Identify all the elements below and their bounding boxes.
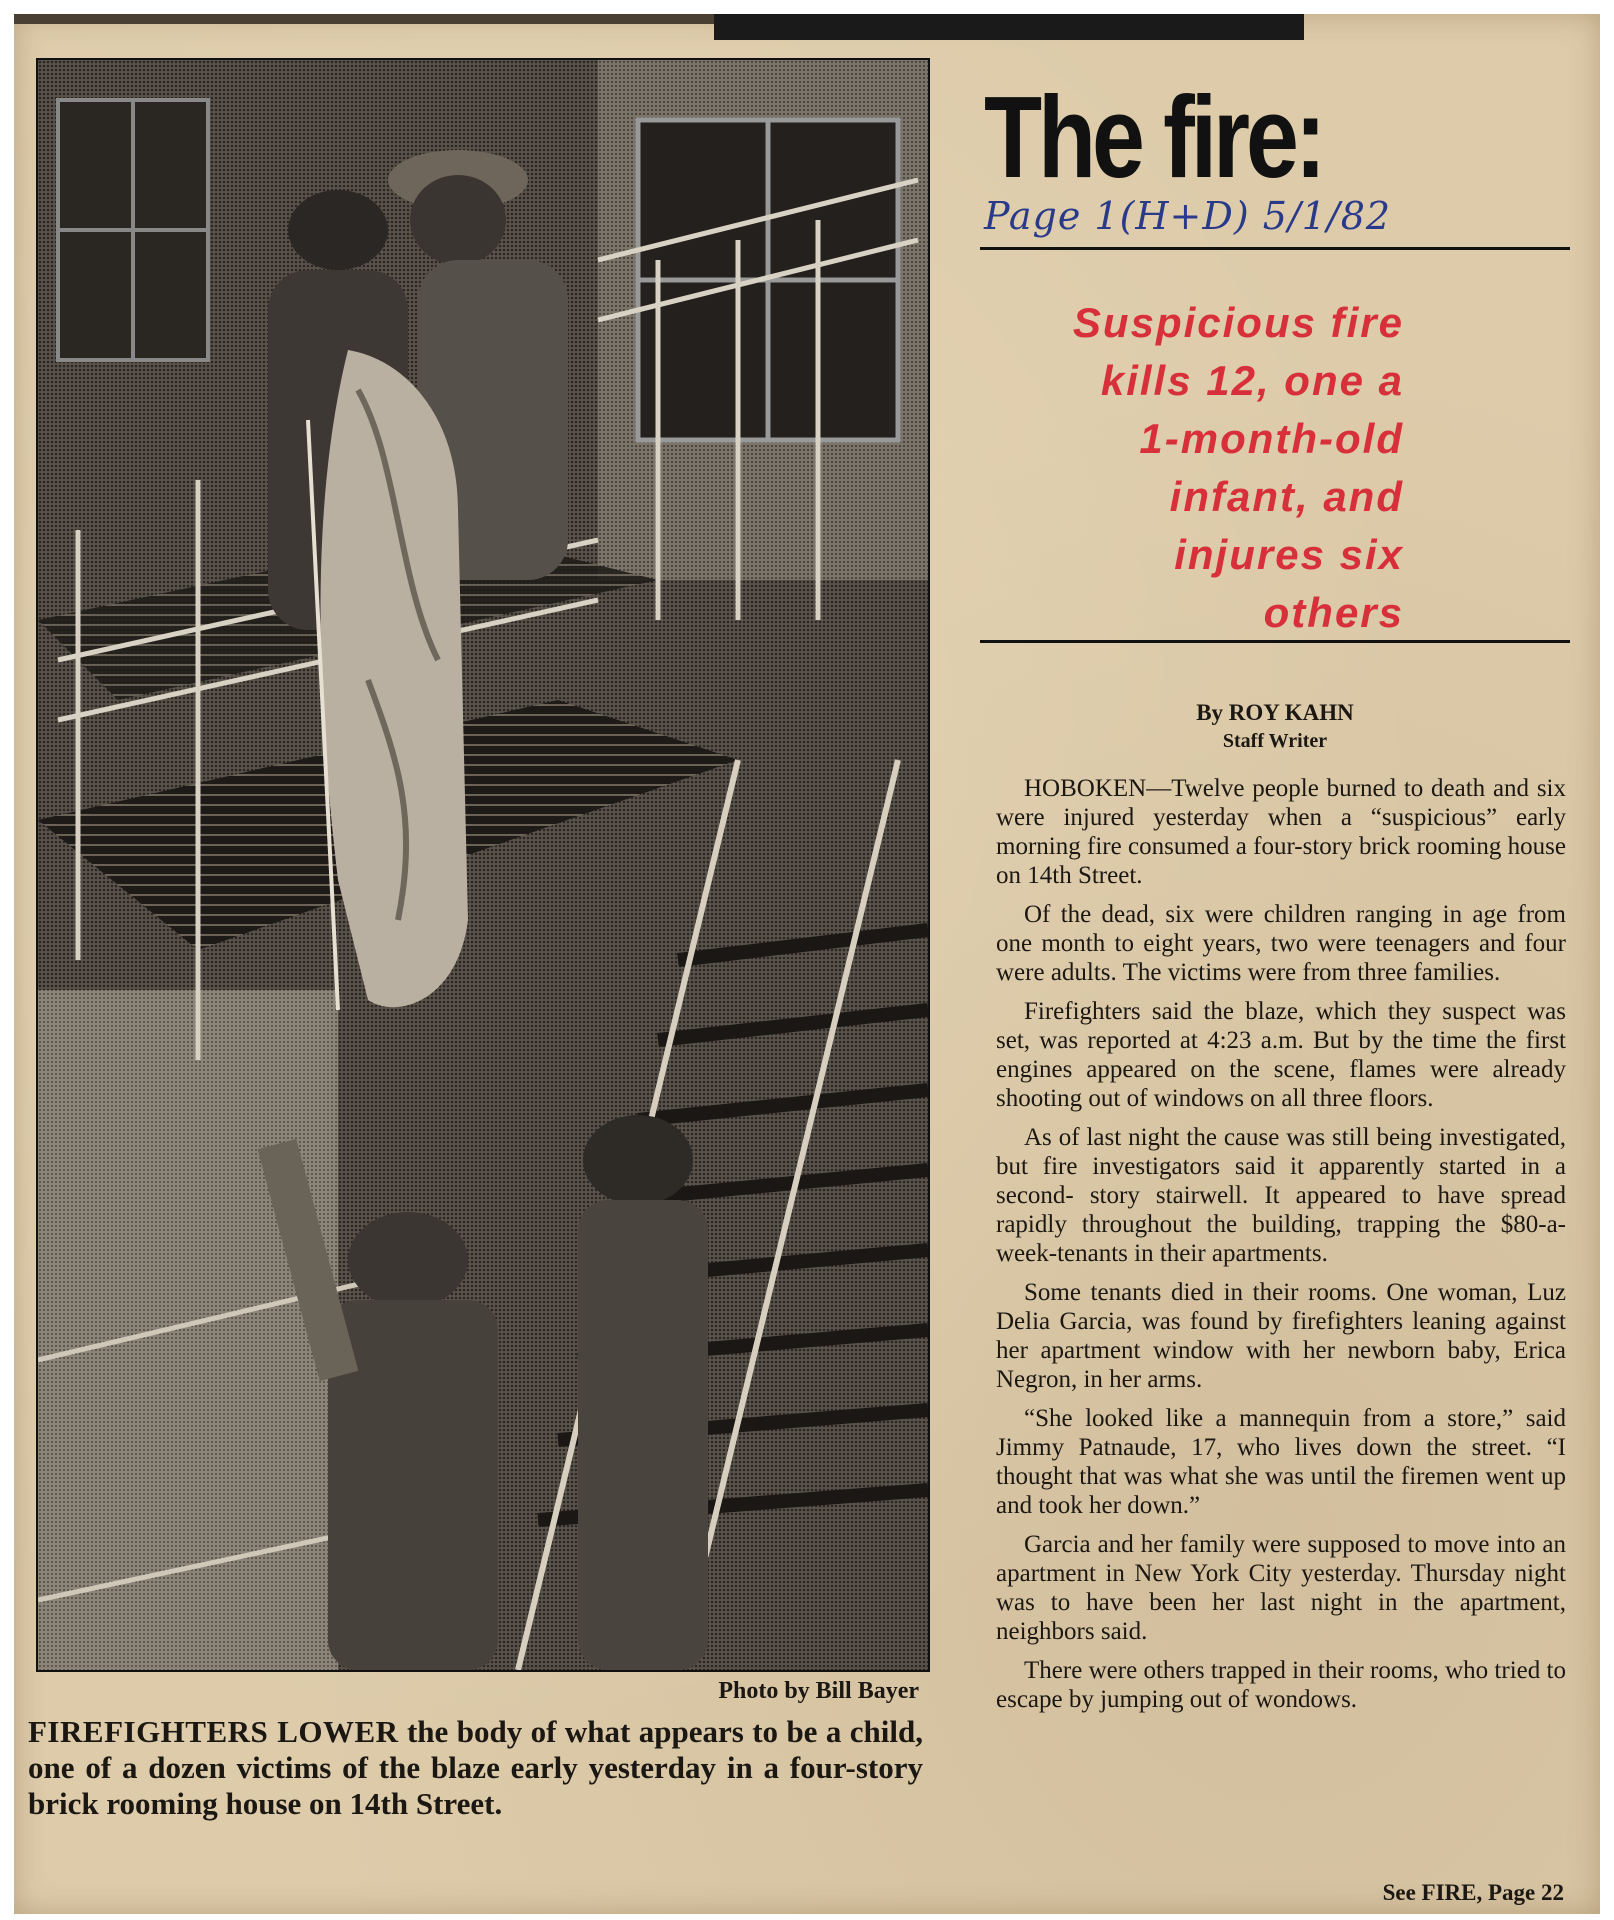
byline xyxy=(980,700,1570,753)
caption-lead: FIREFIGHTERS LOWER xyxy=(28,1714,399,1749)
subheadline-line: others xyxy=(1263,589,1404,636)
fire-escape-photo-image xyxy=(38,60,928,1670)
rule-top xyxy=(980,247,1570,250)
jump-line: See FIRE, Page 22 xyxy=(1382,1880,1564,1905)
photo-credit: Photo by Bill Bayer xyxy=(718,1678,919,1704)
article-paragraph: Firefighters said the blaze, which they suspect was set, was reported at 4:23 a.m. But by the time the first engines appeared on the scene, flames were already shooting out of windows on all three floors. xyxy=(996,998,1566,1112)
subheadline-line: infant, and xyxy=(1169,473,1404,520)
subheadline xyxy=(1014,294,1404,642)
subheadline-line: kills 12, one a xyxy=(1100,357,1404,404)
article-paragraph: There were others trapped in their rooms, who tried to escape by jumping out of wondows. xyxy=(996,1657,1566,1713)
handwritten-date-note: Page 1(H+D) 5/1/82 xyxy=(984,194,1392,238)
subheadline-line: injures six xyxy=(1174,531,1404,578)
article-paragraph: Garcia and her family were supposed to move into an apartment in New York City yesterday. Thursday night was to have been her last night in the apartment, neighbors said. xyxy=(996,1531,1566,1645)
subheadline-line: Suspicious fire xyxy=(1072,299,1404,346)
article-paragraph: HOBOKEN—Twelve people burned to death and six were injured yesterday when a “suspicious” early morning fire consumed a four-story brick rooming house on 14th Street. xyxy=(996,775,1566,889)
top-edge-shadow xyxy=(14,14,714,24)
article-paragraph: “She looked like a mannequin from a store,” said Jimmy Patnaude, 17, who lives down the street. “I thought that was what she was until the firemen went up and took her down.” xyxy=(996,1405,1566,1519)
byline-title: Staff Writer xyxy=(1222,730,1328,752)
top-edge-tape xyxy=(714,14,1304,40)
rule-bottom xyxy=(980,640,1570,643)
photo-caption xyxy=(28,1714,923,1822)
caption-text: the body of what appears to be a child, one of a dozen victims of the blaze early yesterday in a four-story brick rooming house on 14th Street. xyxy=(28,1714,923,1821)
subheadline-line: 1-month-old xyxy=(1139,415,1404,462)
headline: The fire: xyxy=(984,72,1323,202)
newspaper-clipping xyxy=(14,14,1600,1914)
article-paragraph: As of last night the cause was still being investigated, but fire investigators said it apparently started in a second- story stairwell. It appeared to have spread rapidly throughout the building, trapping the $80-a-week-tenants in their apartments. xyxy=(996,1124,1566,1267)
article-paragraph: Of the dead, six were children ranging in age from one month to eight years, two were teenagers and four were adults. The victims were from three families. xyxy=(996,901,1566,986)
article-paragraph: Some tenants died in their rooms. One woman, Luz Delia Garcia, was found by firefighters leaning against her apartment window with her newborn baby, Erica Negron, in her arms. xyxy=(996,1279,1566,1393)
news-photo xyxy=(36,58,930,1672)
byline-author: By ROY KAHN xyxy=(1196,700,1354,725)
article-body xyxy=(996,774,1566,1724)
